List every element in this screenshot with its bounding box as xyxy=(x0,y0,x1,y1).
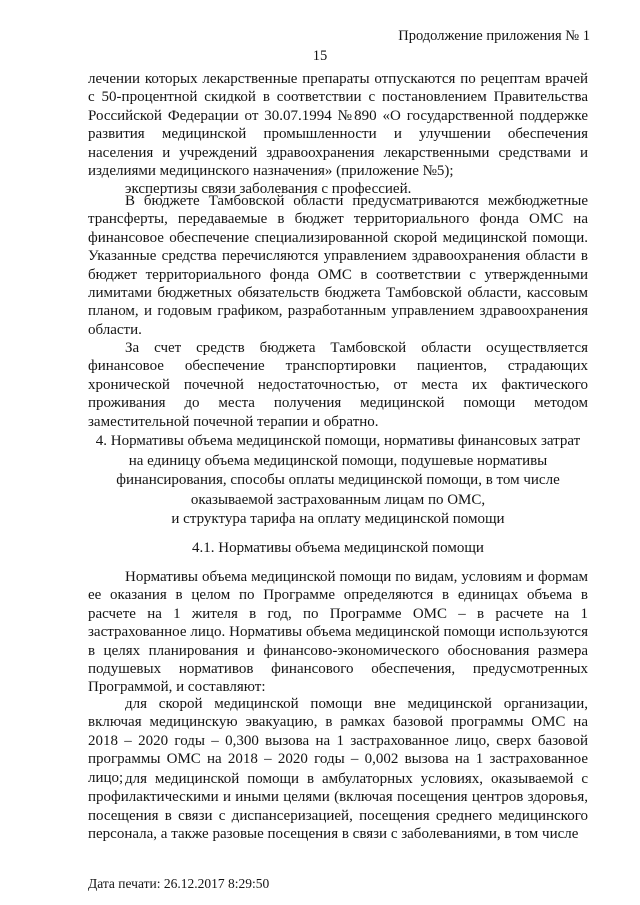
paragraph-patient-transport: За счет средств бюджета Тамбовской области осуществляется финансовое обеспечение транспортировки пациентов, страдающих хронической почечной недостаточностью, от места их фактического проживания до места получения медицинской помощи методом заместительной почечной терапии и обратно. xyxy=(88,340,588,430)
paragraph-emergency-care: для скорой медицинской помощи вне медицинской организации, включая медицинскую эвакуацию, в рамках базовой программы ОМС на 2018 – 2020 годы – 0,300 вызова на 1 застрахованное лицо, сверх базовой программы ОМС на 2018 – 2020 годы – 0,002 вызова на 1 застрахованное лицо; xyxy=(88,696,588,786)
text-block-transport xyxy=(88,339,588,431)
text-block-top xyxy=(88,70,588,199)
page-number: 15 xyxy=(312,48,328,64)
paragraph-prescription-discount: лечении которых лекарственные препараты отпускаются по рецептам врачей с 50-процентной скидкой в соответствии с постановлением Правительства Российской Федерации от 30.07.1994 №890 «О государственной поддержке развития медицинской промышленности и улучшении обеспечения населения и учреждений здравоохранения лекарственными средствами и изделиями медицинского назначения» (приложение №5); xyxy=(88,71,588,180)
subsection-heading: 4.1. Нормативы объема медицинской помощи xyxy=(192,540,484,556)
paragraph-interbudget-transfers: В бюджете Тамбовской области предусматриваются межбюджетные трансферты, передаваемые в бюджет территориального фонда ОМС на финансовое обеспечение специализированной скорой медицинской помощи. Указанные средства перечисляются управлением здравоохранения области в бюджет территориального фонда ОМС в соответствии с утвержденными лимитами бюджетных обязательств бюджета Тамбовской области, кассовым планом, и годовым графиком, разработанным управлением здравоохранения области. xyxy=(88,193,588,338)
section-heading-line: 4. Нормативы объема медицинской помощи, нормативы финансовых затрат xyxy=(95,433,581,449)
print-date: Дата печати: 26.12.2017 8:29:50 xyxy=(88,876,270,891)
paragraph-outpatient-care: для медицинской помощи в амбулаторных условиях, оказываемой с профилактическими и иными целями (включая посещения центров здоровья, посещения в связи с диспансеризацией, посещения среднего медицинского персонала, а также разовые посещения в связи с заболеваниями, в том числе xyxy=(88,771,588,843)
paragraph-volume-norms: Нормативы объема медицинской помощи по видам, условиям и формам ее оказания в целом по Программе определяются в единицах объема в расчете на 1 жителя в год, по Программе ОМС – в расчете на 1 застрахованное лицо. Нормативы объема медицинской помощи используются в целях планирования и финансово-экономического обоснования размера подушевых нормативов финансового обеспечения, предусмотренных Программой, и составляют: xyxy=(88,569,588,696)
continuation-note: Продолжение приложения № 1 xyxy=(398,28,590,44)
section-heading-line: финансирования, способы оплаты медицинской помощи, в том числе xyxy=(116,472,560,488)
section-heading-line: на единицу объема медицинской помощи, подушевые нормативы xyxy=(128,452,548,469)
section-heading-line: оказываемой застрахованным лицам по ОМС, xyxy=(190,491,486,508)
section-heading-line: и структура тарифа на оплату медицинской помощи xyxy=(171,511,505,527)
text-block-outpatient-care xyxy=(88,770,588,844)
section-heading xyxy=(88,432,588,530)
paragraph-occupational-expertise: экспертизы связи заболевания с профессией. xyxy=(125,181,412,198)
text-block-volume-norms xyxy=(88,568,588,697)
text-block-transfers xyxy=(88,192,588,339)
